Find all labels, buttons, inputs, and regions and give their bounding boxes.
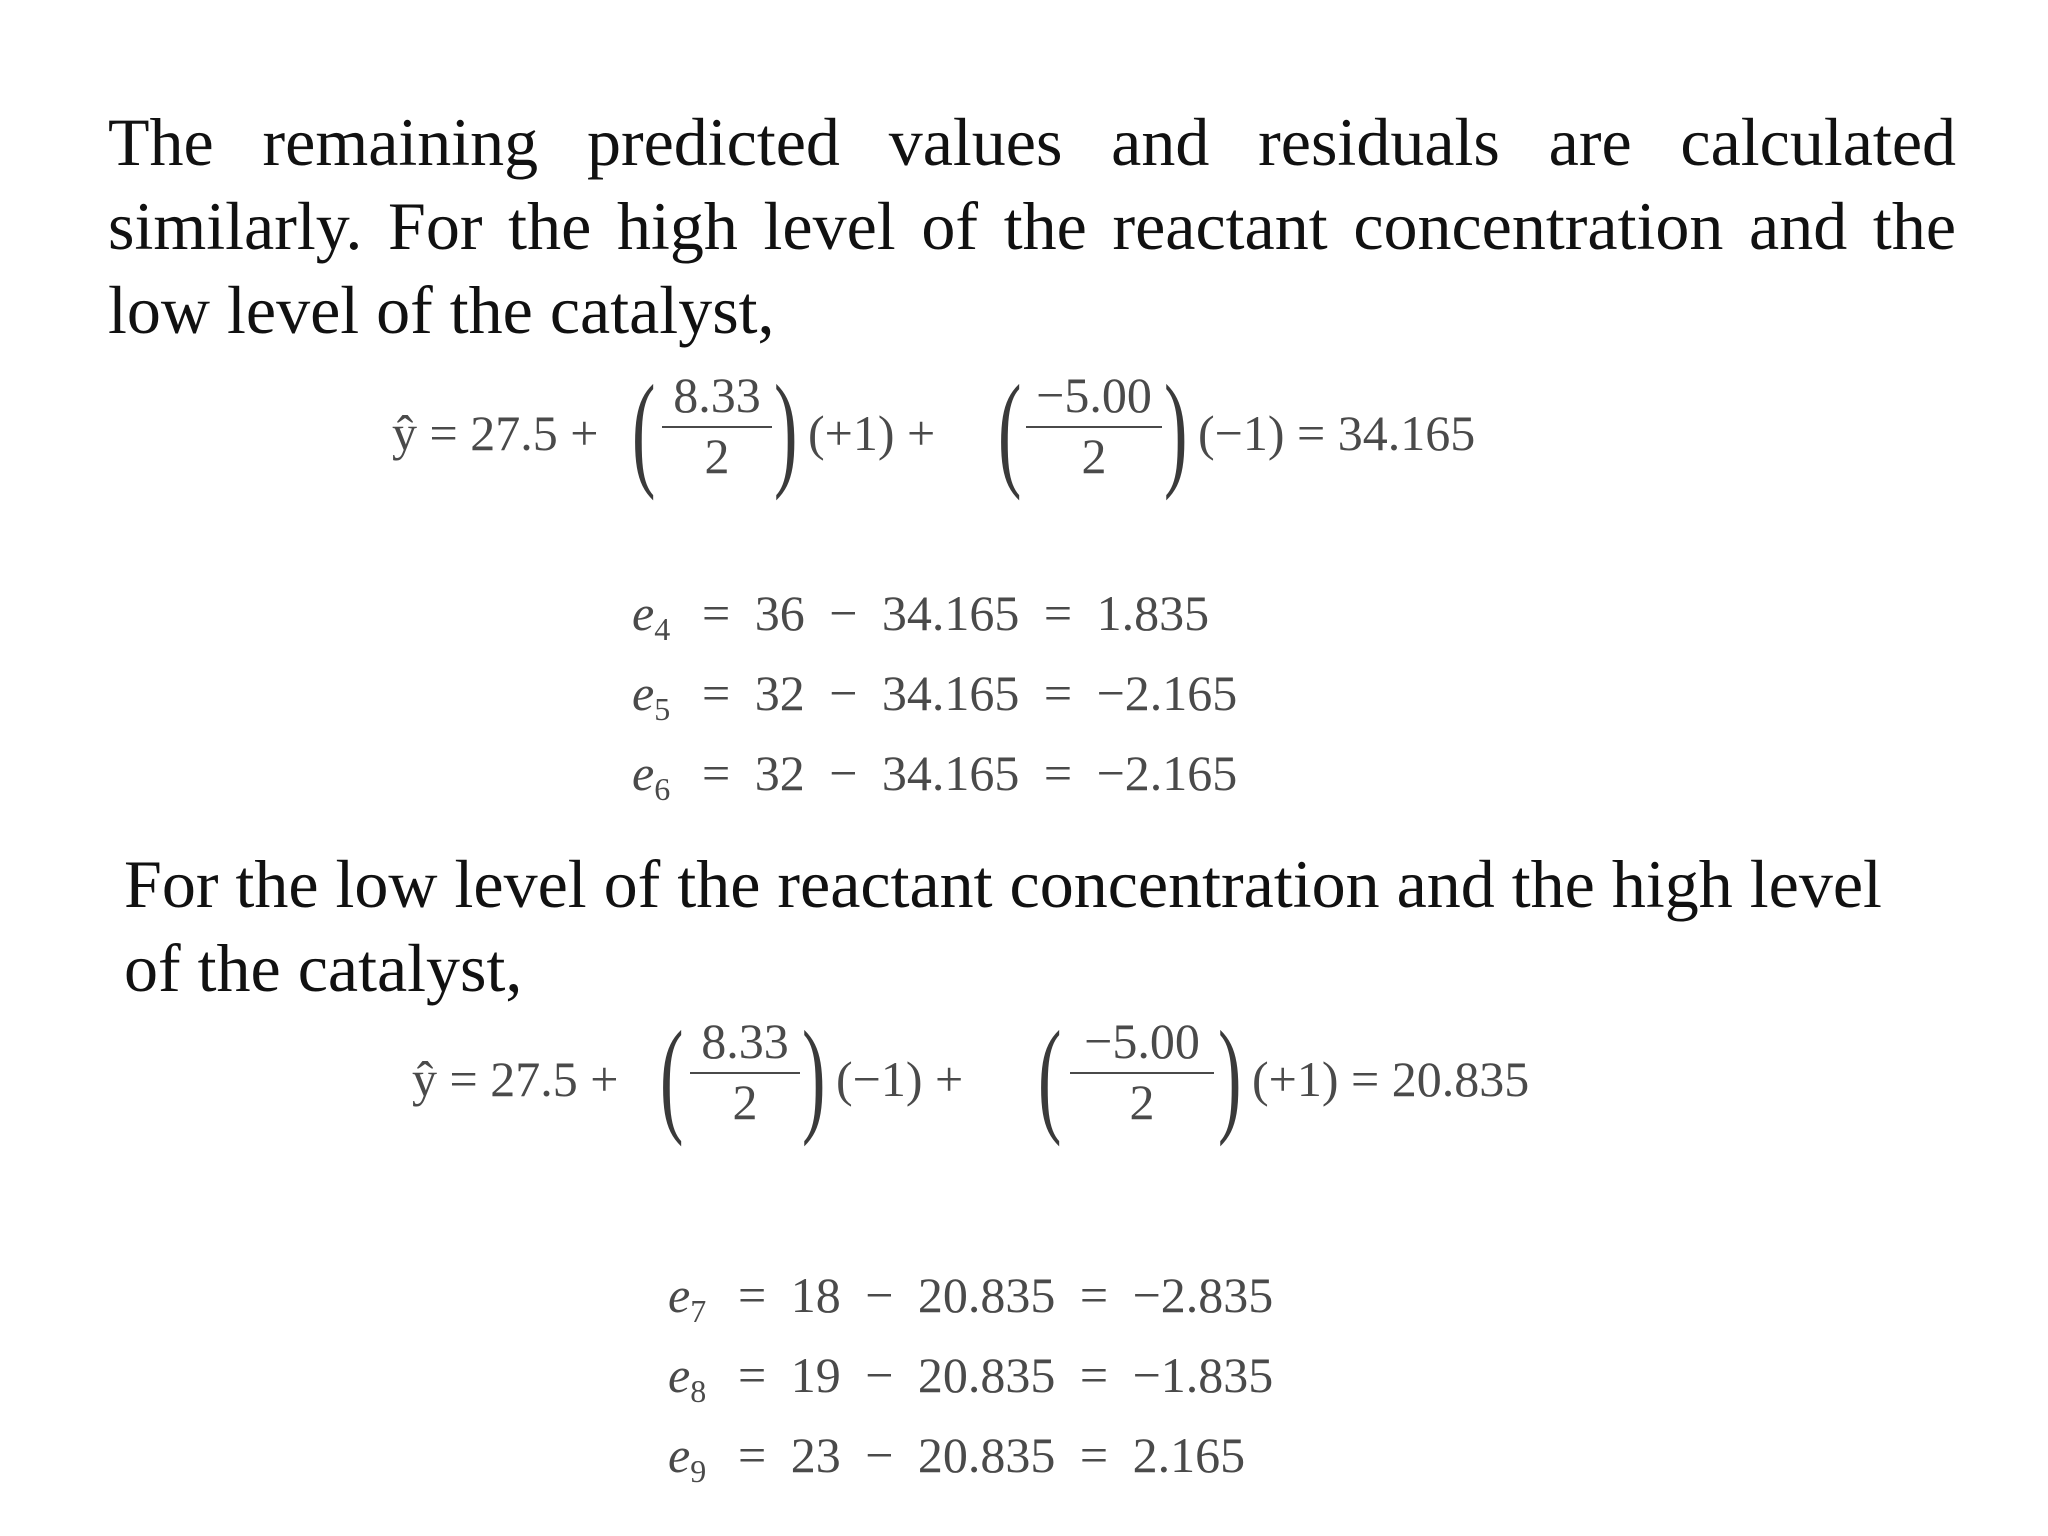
equation-lhs: ŷ = 27.5 + <box>392 405 599 461</box>
fraction-reactant-effect <box>690 1012 800 1142</box>
fraction-catalyst-effect <box>1026 366 1162 496</box>
equation-result: (−1) = 34.165 <box>1198 405 1476 461</box>
equation-factor: (−1) + <box>836 1051 964 1107</box>
fraction-numerator: −5.00 <box>1036 367 1152 423</box>
residual-expression: = 19 − 20.835 = −1.835 <box>738 1347 1274 1403</box>
residual-label: $e_5$ <box>632 665 671 727</box>
equation-factor: (+1) + <box>808 405 936 461</box>
residual-expression: = 18 − 20.835 = −2.835 <box>738 1267 1274 1323</box>
close-paren: ) <box>774 359 798 501</box>
residual-label: $e_4$ <box>632 585 671 647</box>
close-paren: ) <box>802 1005 826 1147</box>
residual-label: $e_8$ <box>668 1347 707 1409</box>
residual-expression: = 23 − 20.835 = 2.165 <box>738 1427 1246 1483</box>
equation-result: (+1) = 20.835 <box>1252 1051 1530 1107</box>
equation-lhs: ŷ = 27.5 + <box>412 1051 619 1107</box>
fraction-numerator: 8.33 <box>673 367 761 423</box>
fraction-numerator: −5.00 <box>1084 1013 1200 1069</box>
residual-expression: = 32 − 34.165 = −2.165 <box>702 745 1238 801</box>
fraction-numerator: 8.33 <box>701 1013 789 1069</box>
open-paren: ( <box>998 359 1022 501</box>
open-paren: ( <box>660 1005 684 1147</box>
fraction-denominator: 2 <box>1081 428 1107 484</box>
intro-paragraph: The remaining predicted values and residuals are calculated similarly. For the high level of the reactant concentration and the low level of the catalyst, <box>108 104 1956 348</box>
residual-label: $e_9$ <box>668 1427 707 1489</box>
second-paragraph: For the low level of the reactant concentration and the high level of the catalyst, <box>124 846 1882 1006</box>
fraction-reactant-effect <box>662 366 772 496</box>
fraction-denominator: 2 <box>732 1074 758 1130</box>
open-paren: ( <box>1038 1005 1062 1147</box>
fraction-catalyst-effect <box>1070 1012 1214 1142</box>
fraction-denominator: 2 <box>1129 1074 1155 1130</box>
residual-label: $e_7$ <box>668 1267 707 1329</box>
residual-expression: = 32 − 34.165 = −2.165 <box>702 665 1238 721</box>
close-paren: ) <box>1164 359 1188 501</box>
open-paren: ( <box>632 359 656 501</box>
close-paren: ) <box>1218 1005 1242 1147</box>
residual-expression: = 36 − 34.165 = 1.835 <box>702 585 1210 641</box>
fraction-denominator: 2 <box>704 428 730 484</box>
residual-label: $e_6$ <box>632 745 671 807</box>
